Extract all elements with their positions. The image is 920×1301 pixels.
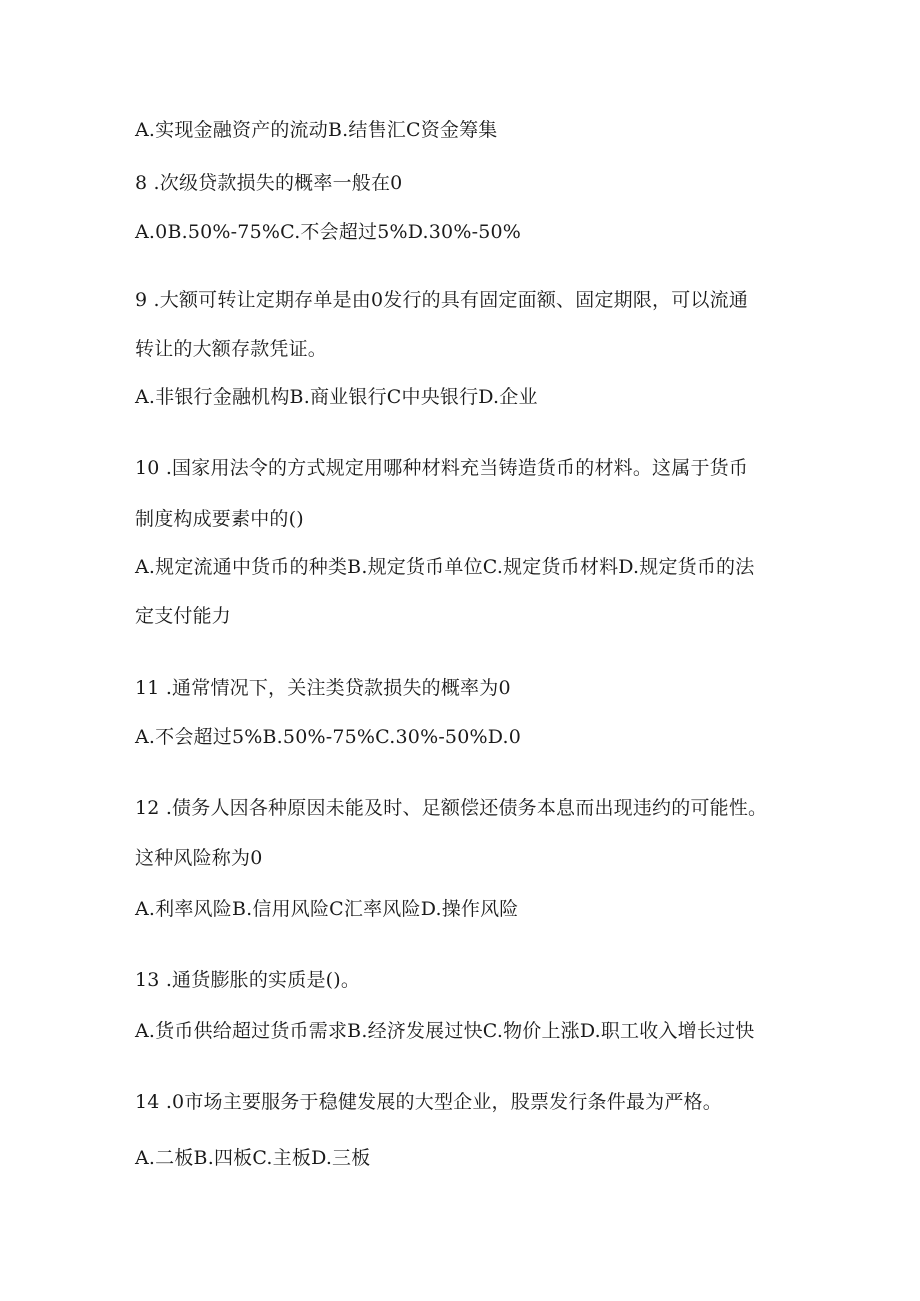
q14-question: 14 .0市场主要服务于稳健发展的大型企业，股票发行条件最为严格。 [135,1091,722,1113]
q10-question-line2: 制度构成要素中的() [135,508,304,530]
q12-question-line2: 这种风险称为0 [135,847,263,869]
q9-question-line1: 9 .大额可转让定期存单是由0发行的具有固定面额、固定期限，可以流通 [135,289,749,311]
q8-options: A.0B.50%-75%C.不会超过5%D.30%-50% [135,221,522,243]
q11-question: 11 .通常情况下，关注类贷款损失的概率为0 [135,677,511,699]
q12-options: A.利率风险B.信用风险C汇率风险D.操作风险 [135,898,519,920]
q14-options: A.二板B.四板C.主板D.三板 [135,1147,371,1169]
q11-options: A.不会超过5%B.50%-75%C.30%-50%D.0 [135,726,522,748]
q8-question: 8 .次级贷款损失的概率一般在0 [135,172,403,194]
q10-options-line1: A.规定流通中货币的种类B.规定货币单位C.规定货币材料D.规定货币的法 [135,556,755,578]
q12-question-line1: 12 .债务人因各种原因未能及时、足额偿还债务本息而出现违约的可能性。 [135,797,768,819]
q9-question-line2: 转让的大额存款凭证。 [135,338,328,360]
q13-question: 13 .通货膨胀的实质是()。 [135,969,361,991]
q13-options: A.货币供给超过货币需求B.经济发展过快C.物价上涨D.职工收入增长过快 [135,1020,755,1042]
q7-options: A.实现金融资产的流动B.结售汇C资金筹集 [135,119,498,141]
q10-options-line2: 定支付能力 [135,605,232,627]
q9-options: A.非银行金融机构B.商业银行C中央银行D.企业 [135,386,538,408]
q10-question-line1: 10 .国家用法令的方式规定用哪种材料充当铸造货币的材料。这属于货币 [135,457,749,479]
